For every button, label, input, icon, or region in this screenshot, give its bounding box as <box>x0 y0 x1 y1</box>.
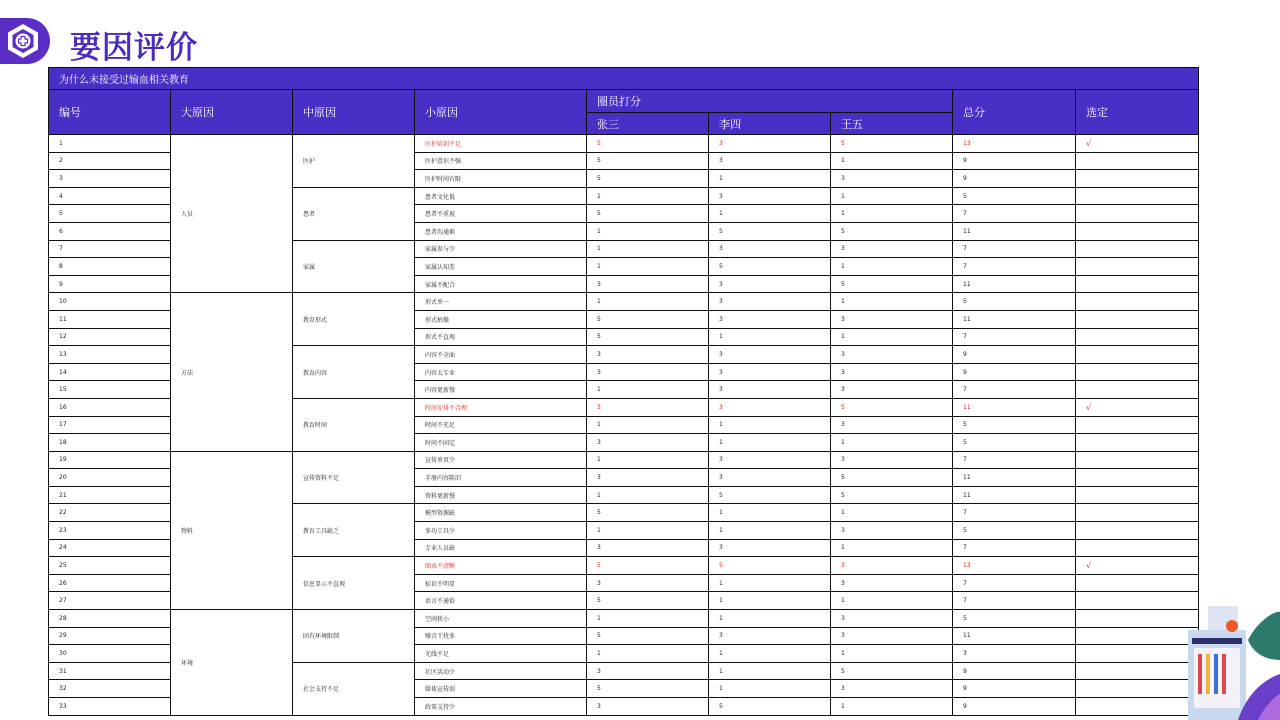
score-rater-1: 5 <box>587 557 709 575</box>
row-id: 4 <box>49 187 171 205</box>
total-score: 5 <box>953 522 1076 540</box>
middle-cause: 社会支持不足 <box>293 662 415 715</box>
major-cause: 环境 <box>171 610 293 716</box>
row-id: 15 <box>49 381 171 399</box>
score-rater-3: 1 <box>831 293 953 311</box>
total-score: 7 <box>953 328 1076 346</box>
row-id: 21 <box>49 486 171 504</box>
minor-cause: 社区活动少 <box>415 662 587 680</box>
total-score: 9 <box>953 170 1076 188</box>
table-row <box>49 610 1199 628</box>
score-rater-2: 1 <box>709 680 831 698</box>
minor-cause: 媒体宣传弱 <box>415 680 587 698</box>
row-id: 26 <box>49 574 171 592</box>
row-id: 28 <box>49 610 171 628</box>
header-middle-cause: 中原因 <box>293 90 415 135</box>
table-row <box>49 135 1199 153</box>
selected-mark <box>1076 574 1199 592</box>
total-score: 7 <box>953 504 1076 522</box>
total-score: 11 <box>953 627 1076 645</box>
score-rater-2: 3 <box>709 346 831 364</box>
selected-mark <box>1076 610 1199 628</box>
score-rater-2: 3 <box>709 469 831 487</box>
row-id: 24 <box>49 539 171 557</box>
row-id: 5 <box>49 205 171 223</box>
row-id: 27 <box>49 592 171 610</box>
score-rater-3: 5 <box>831 398 953 416</box>
score-rater-2: 3 <box>709 539 831 557</box>
middle-cause: 教育时间 <box>293 398 415 451</box>
score-rater-1: 1 <box>587 645 709 663</box>
middle-cause: 宣传资料不足 <box>293 451 415 504</box>
selected-mark <box>1076 539 1199 557</box>
minor-cause: 时间安排不合理 <box>415 398 587 416</box>
score-rater-2: 3 <box>709 275 831 293</box>
score-rater-1: 1 <box>587 610 709 628</box>
score-rater-3: 3 <box>831 346 953 364</box>
row-id: 19 <box>49 451 171 469</box>
total-score: 11 <box>953 310 1076 328</box>
score-rater-3: 3 <box>831 240 953 258</box>
selected-mark <box>1076 504 1199 522</box>
score-rater-2: 3 <box>709 293 831 311</box>
total-score: 7 <box>953 258 1076 276</box>
row-id: 10 <box>49 293 171 311</box>
score-rater-2: 1 <box>709 504 831 522</box>
score-rater-3: 5 <box>831 486 953 504</box>
major-cause: 物料 <box>171 451 293 609</box>
minor-cause: 患者沟通难 <box>415 222 587 240</box>
selected-mark <box>1076 662 1199 680</box>
row-id: 23 <box>49 522 171 540</box>
score-rater-1: 5 <box>587 205 709 223</box>
score-rater-3: 5 <box>831 662 953 680</box>
score-rater-3: 3 <box>831 451 953 469</box>
selected-mark <box>1076 451 1199 469</box>
selected-mark <box>1076 346 1199 364</box>
table-row <box>49 451 1199 469</box>
selected-mark <box>1076 205 1199 223</box>
total-score: 13 <box>953 557 1076 575</box>
middle-cause: 教育工具缺乏 <box>293 504 415 557</box>
total-score: 11 <box>953 486 1076 504</box>
score-rater-1: 1 <box>587 522 709 540</box>
score-rater-3: 3 <box>831 610 953 628</box>
row-id: 7 <box>49 240 171 258</box>
score-rater-3: 1 <box>831 504 953 522</box>
score-rater-2: 3 <box>709 135 831 153</box>
minor-cause: 形式枯燥 <box>415 310 587 328</box>
score-rater-2: 1 <box>709 645 831 663</box>
total-score: 11 <box>953 275 1076 293</box>
score-rater-1: 5 <box>587 627 709 645</box>
score-rater-1: 1 <box>587 187 709 205</box>
minor-cause: 光线不足 <box>415 645 587 663</box>
score-rater-3: 1 <box>831 152 953 170</box>
minor-cause: 标识不明显 <box>415 574 587 592</box>
score-rater-1: 1 <box>587 240 709 258</box>
total-score: 5 <box>953 293 1076 311</box>
total-score: 7 <box>953 205 1076 223</box>
row-id: 31 <box>49 662 171 680</box>
total-score: 13 <box>953 135 1076 153</box>
score-rater-3: 1 <box>831 434 953 452</box>
minor-cause: 家属不配合 <box>415 275 587 293</box>
score-rater-3: 5 <box>831 135 953 153</box>
score-rater-1: 5 <box>587 152 709 170</box>
score-rater-3: 5 <box>831 275 953 293</box>
score-rater-3: 3 <box>831 557 953 575</box>
selected-mark: √ <box>1076 398 1199 416</box>
score-rater-3: 1 <box>831 328 953 346</box>
score-rater-2: 1 <box>709 170 831 188</box>
selected-mark <box>1076 698 1199 716</box>
minor-cause: 资料更新慢 <box>415 486 587 504</box>
score-rater-1: 3 <box>587 574 709 592</box>
middle-cause: 医护 <box>293 135 415 188</box>
score-rater-2: 3 <box>709 310 831 328</box>
row-id: 30 <box>49 645 171 663</box>
score-rater-1: 3 <box>587 346 709 364</box>
score-rater-3: 1 <box>831 205 953 223</box>
total-score: 5 <box>953 434 1076 452</box>
selected-mark <box>1076 434 1199 452</box>
total-score: 7 <box>953 451 1076 469</box>
score-rater-2: 3 <box>709 187 831 205</box>
score-rater-2: 3 <box>709 398 831 416</box>
selected-mark <box>1076 310 1199 328</box>
score-rater-1: 5 <box>587 592 709 610</box>
score-rater-3: 3 <box>831 310 953 328</box>
row-id: 6 <box>49 222 171 240</box>
selected-mark <box>1076 152 1199 170</box>
score-rater-2: 1 <box>709 610 831 628</box>
score-rater-2: 5 <box>709 557 831 575</box>
major-cause: 人员 <box>171 135 293 293</box>
minor-cause: 形式不直观 <box>415 328 587 346</box>
score-rater-1: 1 <box>587 293 709 311</box>
score-rater-1: 3 <box>587 434 709 452</box>
minor-cause: 时间不固定 <box>415 434 587 452</box>
total-score: 9 <box>953 662 1076 680</box>
row-id: 18 <box>49 434 171 452</box>
score-rater-2: 1 <box>709 416 831 434</box>
score-rater-2: 1 <box>709 662 831 680</box>
total-score: 9 <box>953 363 1076 381</box>
score-rater-3: 1 <box>831 698 953 716</box>
total-score: 5 <box>953 416 1076 434</box>
total-score: 7 <box>953 592 1076 610</box>
row-id: 14 <box>49 363 171 381</box>
score-rater-1: 3 <box>587 469 709 487</box>
total-score: 7 <box>953 574 1076 592</box>
selected-mark <box>1076 222 1199 240</box>
minor-cause: 形式单一 <box>415 293 587 311</box>
selected-mark <box>1076 680 1199 698</box>
cause-evaluation-table <box>48 67 1199 716</box>
middle-cause: 信息显示不直观 <box>293 557 415 610</box>
minor-cause: 模型资源缺 <box>415 504 587 522</box>
minor-cause: 家属认知差 <box>415 258 587 276</box>
selected-mark <box>1076 627 1199 645</box>
total-score: 9 <box>953 152 1076 170</box>
row-id: 2 <box>49 152 171 170</box>
total-score: 7 <box>953 240 1076 258</box>
score-rater-2: 3 <box>709 451 831 469</box>
score-rater-3: 3 <box>831 680 953 698</box>
score-rater-2: 3 <box>709 152 831 170</box>
score-rater-2: 3 <box>709 240 831 258</box>
score-rater-2: 3 <box>709 363 831 381</box>
score-rater-1: 5 <box>587 135 709 153</box>
table-caption: 为什么未接受过输血相关教育 <box>49 68 1199 90</box>
minor-cause: 医护培训不足 <box>415 135 587 153</box>
score-rater-2: 1 <box>709 328 831 346</box>
row-id: 22 <box>49 504 171 522</box>
total-score: 11 <box>953 222 1076 240</box>
header-major-cause: 大原因 <box>171 90 293 135</box>
score-rater-3: 3 <box>831 522 953 540</box>
minor-cause: 医护时间有限 <box>415 170 587 188</box>
minor-cause: 多功工具少 <box>415 522 587 540</box>
score-rater-3: 5 <box>831 222 953 240</box>
middle-cause: 家属 <box>293 240 415 293</box>
row-id: 1 <box>49 135 171 153</box>
row-id: 9 <box>49 275 171 293</box>
score-rater-1: 1 <box>587 381 709 399</box>
score-rater-3: 1 <box>831 258 953 276</box>
score-rater-1: 5 <box>587 328 709 346</box>
minor-cause: 医护意识不强 <box>415 152 587 170</box>
score-rater-1: 1 <box>587 258 709 276</box>
score-rater-2: 5 <box>709 486 831 504</box>
minor-cause: 噪音干扰多 <box>415 627 587 645</box>
score-rater-1: 3 <box>587 539 709 557</box>
row-id: 8 <box>49 258 171 276</box>
score-rater-3: 1 <box>831 592 953 610</box>
score-rater-2: 1 <box>709 592 831 610</box>
minor-cause: 专业人员缺 <box>415 539 587 557</box>
medical-cross-icon <box>6 23 40 59</box>
score-rater-2: 5 <box>709 258 831 276</box>
selected-mark: √ <box>1076 135 1199 153</box>
minor-cause: 内容更新慢 <box>415 381 587 399</box>
middle-cause: 固有环境限制 <box>293 610 415 663</box>
minor-cause: 家属参与少 <box>415 240 587 258</box>
middle-cause: 患者 <box>293 187 415 240</box>
score-rater-3: 3 <box>831 381 953 399</box>
score-rater-1: 1 <box>587 222 709 240</box>
total-score: 9 <box>953 698 1076 716</box>
minor-cause: 空间狭小 <box>415 610 587 628</box>
row-id: 12 <box>49 328 171 346</box>
total-score: 5 <box>953 610 1076 628</box>
selected-mark <box>1076 258 1199 276</box>
row-id: 32 <box>49 680 171 698</box>
row-id: 29 <box>49 627 171 645</box>
selected-mark <box>1076 275 1199 293</box>
total-score: 3 <box>953 645 1076 663</box>
minor-cause: 时间不充足 <box>415 416 587 434</box>
total-score: 7 <box>953 539 1076 557</box>
selected-mark <box>1076 469 1199 487</box>
score-rater-1: 5 <box>587 504 709 522</box>
selected-mark <box>1076 187 1199 205</box>
page-title: 要因评价 <box>70 30 198 66</box>
score-rater-3: 3 <box>831 170 953 188</box>
table-body <box>49 135 1199 716</box>
score-rater-1: 5 <box>587 170 709 188</box>
score-rater-1: 1 <box>587 451 709 469</box>
score-rater-1: 3 <box>587 698 709 716</box>
row-id: 17 <box>49 416 171 434</box>
selected-mark <box>1076 645 1199 663</box>
score-rater-1: 1 <box>587 416 709 434</box>
score-rater-3: 5 <box>831 469 953 487</box>
score-rater-1: 3 <box>587 662 709 680</box>
decorative-building-illustration <box>1188 600 1280 720</box>
selected-mark <box>1076 328 1199 346</box>
header-minor-cause: 小原因 <box>415 90 587 135</box>
score-rater-2: 3 <box>709 381 831 399</box>
row-id: 13 <box>49 346 171 364</box>
selected-mark <box>1076 592 1199 610</box>
score-rater-2: 1 <box>709 522 831 540</box>
header-score-group: 圈员打分 <box>587 90 953 113</box>
selected-mark <box>1076 170 1199 188</box>
row-id: 11 <box>49 310 171 328</box>
minor-cause: 内容太专业 <box>415 363 587 381</box>
minor-cause: 语言不通俗 <box>415 592 587 610</box>
score-rater-3: 1 <box>831 539 953 557</box>
header-rater-3: 王五 <box>831 113 953 135</box>
header-selected: 选定 <box>1076 90 1199 135</box>
score-rater-3: 1 <box>831 645 953 663</box>
score-rater-1: 3 <box>587 363 709 381</box>
selected-mark <box>1076 293 1199 311</box>
minor-cause: 政策支持少 <box>415 698 587 716</box>
score-rater-1: 3 <box>587 398 709 416</box>
total-score: 11 <box>953 469 1076 487</box>
row-id: 20 <box>49 469 171 487</box>
score-rater-3: 1 <box>831 187 953 205</box>
selected-mark <box>1076 486 1199 504</box>
selected-mark <box>1076 363 1199 381</box>
total-score: 5 <box>953 187 1076 205</box>
row-id: 16 <box>49 398 171 416</box>
score-rater-2: 1 <box>709 434 831 452</box>
row-id: 33 <box>49 698 171 716</box>
header-total: 总分 <box>953 90 1076 135</box>
header-id: 编号 <box>49 90 171 135</box>
middle-cause: 教育形式 <box>293 293 415 346</box>
table-row <box>49 293 1199 311</box>
minor-cause: 图表不清晰 <box>415 557 587 575</box>
row-id: 25 <box>49 557 171 575</box>
minor-cause: 手册内容陈旧 <box>415 469 587 487</box>
row-id: 3 <box>49 170 171 188</box>
header-rater-2: 李四 <box>709 113 831 135</box>
score-rater-2: 1 <box>709 574 831 592</box>
score-rater-3: 3 <box>831 574 953 592</box>
header-rater-1: 张三 <box>587 113 709 135</box>
score-rater-1: 5 <box>587 680 709 698</box>
score-rater-1: 5 <box>587 310 709 328</box>
score-rater-3: 3 <box>831 627 953 645</box>
selected-mark: √ <box>1076 557 1199 575</box>
selected-mark <box>1076 522 1199 540</box>
major-cause: 方法 <box>171 293 293 451</box>
score-rater-2: 5 <box>709 222 831 240</box>
minor-cause: 宣传单页少 <box>415 451 587 469</box>
total-score: 11 <box>953 398 1076 416</box>
score-rater-1: 1 <box>587 486 709 504</box>
total-score: 9 <box>953 680 1076 698</box>
score-rater-1: 3 <box>587 275 709 293</box>
minor-cause: 患者文化低 <box>415 187 587 205</box>
minor-cause: 患者不重视 <box>415 205 587 223</box>
score-rater-2: 1 <box>709 205 831 223</box>
score-rater-2: 3 <box>709 627 831 645</box>
score-rater-2: 5 <box>709 698 831 716</box>
total-score: 7 <box>953 381 1076 399</box>
middle-cause: 教育内容 <box>293 346 415 399</box>
selected-mark <box>1076 381 1199 399</box>
total-score: 9 <box>953 346 1076 364</box>
selected-mark <box>1076 416 1199 434</box>
score-rater-3: 3 <box>831 363 953 381</box>
selected-mark <box>1076 240 1199 258</box>
score-rater-3: 3 <box>831 416 953 434</box>
minor-cause: 内容不全面 <box>415 346 587 364</box>
